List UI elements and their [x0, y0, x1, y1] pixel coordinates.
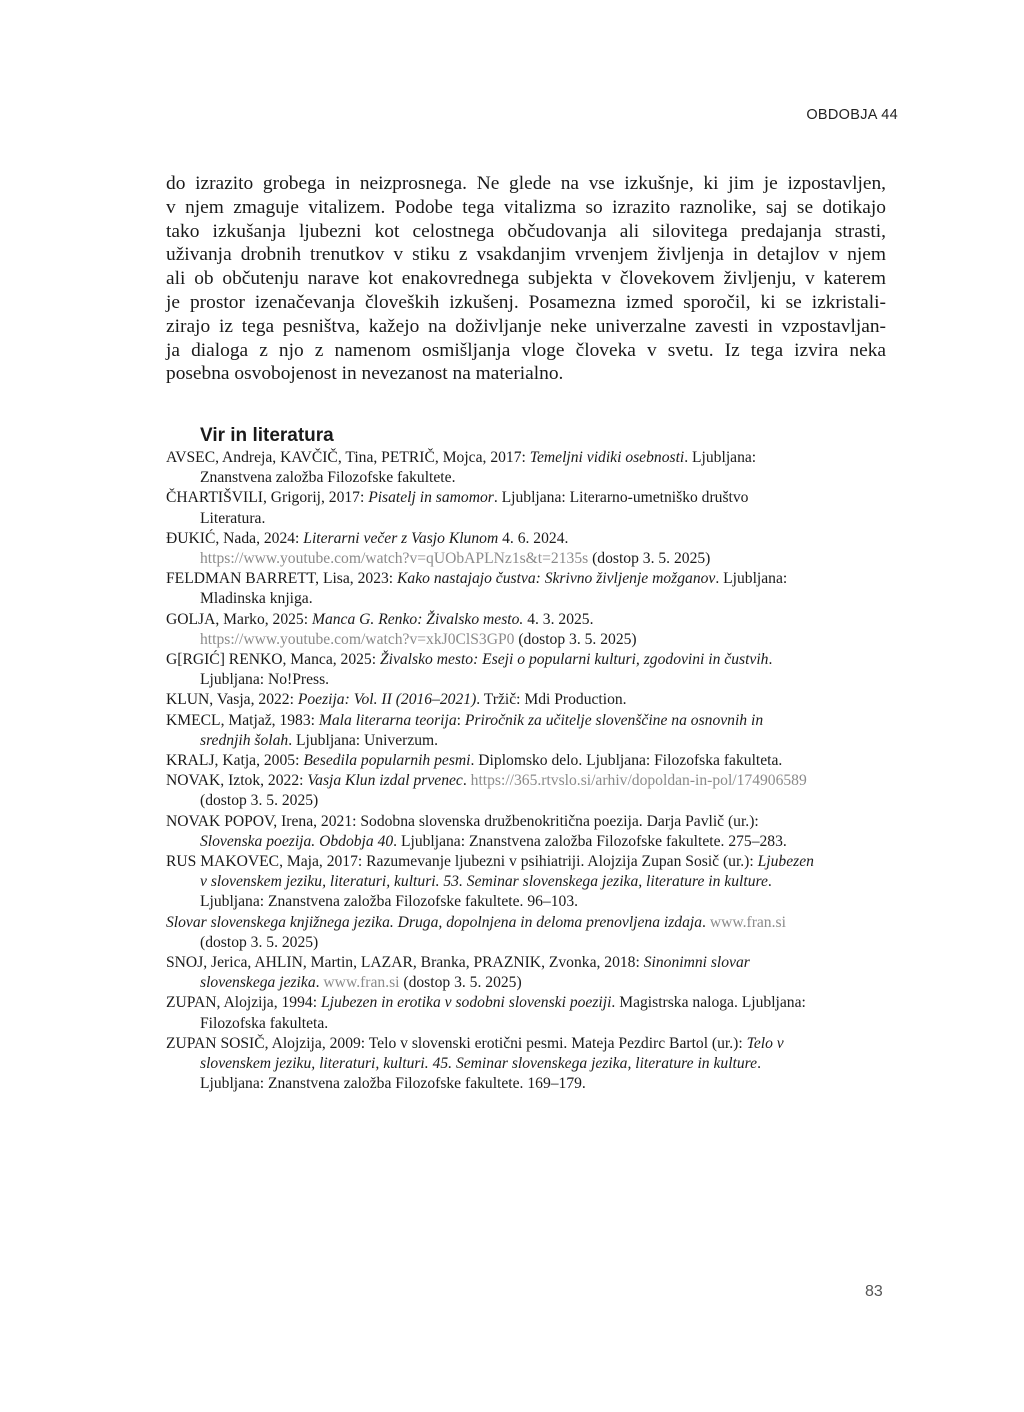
running-head: OBDOBJA 44 — [806, 107, 898, 123]
reference-entry: KMECL, Matjaž, 1983: Mala literarna teorija: Priročnik za učitelje slovenščine na osnovnih in srednjih šolah. Ljubljana: Univerzum. — [166, 711, 764, 749]
body-line: uživanja drobnih trenutkov v stiku z vsakdanjim vrvenjem življenja in detajlov v njem — [166, 244, 886, 266]
reference-entry: KRALJ, Katja, 2005: Besedila popularnih pesmi. Diplomsko delo. Ljubljana: Filozofska fakulteta. — [166, 752, 783, 770]
reference-link[interactable]: https://www.youtube.com/watch?v=xkJ0ClS3GP0 — [200, 630, 515, 648]
reference-entry: G[RGIĆ] RENKO, Manca, 2025: Živalsko mesto: Eseji o popularni kulturi, zgodovini in čustvih. Ljubljana: No!Press. — [166, 651, 773, 689]
reference-link[interactable]: https://www.youtube.com/watch?v=qUObAPLNz1s&t=2135s — [200, 550, 589, 568]
reference-entry: ĐUKIĆ, Nada, 2024: Literarni večer z Vasjo Klunom 4. 6. 2024. https://www.youtube.com/watch?v=qUObAPLNz1s&t=2135s (dostop 3. 5. 2025) — [166, 529, 711, 568]
reference-entry: FELDMAN BARRETT, Lisa, 2023: Kako nastajajo čustva: Skrivno življenje možganov. Ljubljana: Mladinska knjiga. — [166, 570, 788, 608]
reference-entry: Slovar slovenskega knjižnega jezika. Druga, dopolnjena in deloma prenovljena izdaja. www.fran.si (dostop 3. 5. 2025) — [166, 913, 786, 951]
reference-link[interactable]: https://365.rtvslo.si/arhiv/dopoldan-in-pol/174906589 — [470, 772, 807, 790]
reference-entry: NOVAK, Iztok, 2022: Vasja Klun izdal prvenec. https://365.rtvslo.si/arhiv/dopoldan-in-pol/174906589 (dostop 3. 5. 2025) — [166, 772, 807, 810]
reference-entry: AVSEC, Andreja, KAVČIČ, Tina, PETRIČ, Mojca, 2017: Temeljni vidiki osebnosti. Ljubljana: Znanstvena založba Filozofske fakultete. — [166, 449, 757, 487]
reference-link[interactable]: www.fran.si — [323, 974, 400, 992]
body-line: ja dialoga z njo z namenom osmišljanja vloge človeka v svetu. Iz tega izvira neka — [166, 339, 886, 361]
reference-entry: ZUPAN SOSIČ, Alojzija, 2009: Telo v slovenski erotični pesmi. Mateja Pezdirc Bartol (ur.): Telo v slovenskem jeziku, literaturi, kulturi. 45. Seminar slovenskega jezika, literature in kulture. Ljubljana: Znanstvena založba Filozofske fakultete. 169–179. — [166, 1034, 784, 1093]
body-line: zirajo iz tega pesništva, kažejo na doživljanje neke univerzalne zavesti in vzpostavljan- — [166, 315, 886, 337]
reference-list — [166, 448, 886, 1095]
reference-entry: NOVAK POPOV, Irena, 2021: Sodobna slovenska družbenokritična poezija. Darja Pavlič (ur.): Slovenska poezija. Obdobja 40. Ljubljana: Znanstvena založba Filozofske fakultete. 275–283. — [166, 812, 787, 850]
body-line: tako izkušanja ljubezni kot celostnega občudovanja ali silovitega predajanja strasti, — [166, 220, 886, 242]
reference-entry: KLUN, Vasja, 2022: Poezija: Vol. II (2016–2021). Tržič: Mdi Production. — [166, 691, 627, 709]
reference-entry: ZUPAN, Alojzija, 1994: Ljubezen in erotika v sodobni slovenski poeziji. Magistrska naloga. Ljubljana: Filozofska fakulteta. — [166, 994, 806, 1032]
reference-entry: RUS MAKOVEC, Maja, 2017: Razumevanje ljubezni v psihiatriji. Alojzija Zupan Sosič (ur.): Ljubezen v slovenskem jeziku, literaturi, kulturi. 53. Seminar slovenskega jezika, literature in kulture. Ljubljana: Znanstvena založba Filozofske fakultete. 96–103. — [166, 853, 814, 911]
body-paragraph — [166, 172, 886, 386]
body-line: ali ob občutenju narave kot enakovrednega subjekta v človekovem življenju, v katerem — [166, 268, 886, 290]
reference-entry: SNOJ, Jerica, AHLIN, Martin, LAZAR, Branka, PRAZNIK, Zvonka, 2018: Sinonimni slovar slovenskega jezika. www.fran.si (dostop 3. 5. 2025) — [166, 954, 750, 992]
body-line: posebna osvobojenost in nevezanost na materialno. — [166, 363, 564, 385]
body-line: v njem zmaguje vitalizem. Podobe tega vitalizma so izrazito raznolike, saj se dotikajo — [166, 196, 886, 218]
reference-entry: ČHARTIŠVILI, Grigorij, 2017: Pisatelj in samomor. Ljubljana: Literarno-umetniško društvo Literatura. — [166, 489, 749, 527]
body-line: je prostor izenačevanja človeških izkušenj. Posamezna izmed sporočil, ki se izkristali- — [166, 291, 886, 313]
references-heading: Vir in literatura — [200, 425, 334, 446]
body-line: do izrazito grobega in neizprosnega. Ne glede na vse izkušnje, ki jim je izpostavljen, — [166, 173, 886, 194]
reference-link[interactable]: www.fran.si — [709, 913, 786, 931]
page-number: 83 — [865, 1283, 883, 1300]
reference-entry: GOLJA, Marko, 2025: Manca G. Renko: Živalsko mesto. 4. 3. 2025. https://www.youtube.com/watch?v=xkJ0ClS3GP0 (dostop 3. 5. 2025) — [166, 610, 637, 648]
